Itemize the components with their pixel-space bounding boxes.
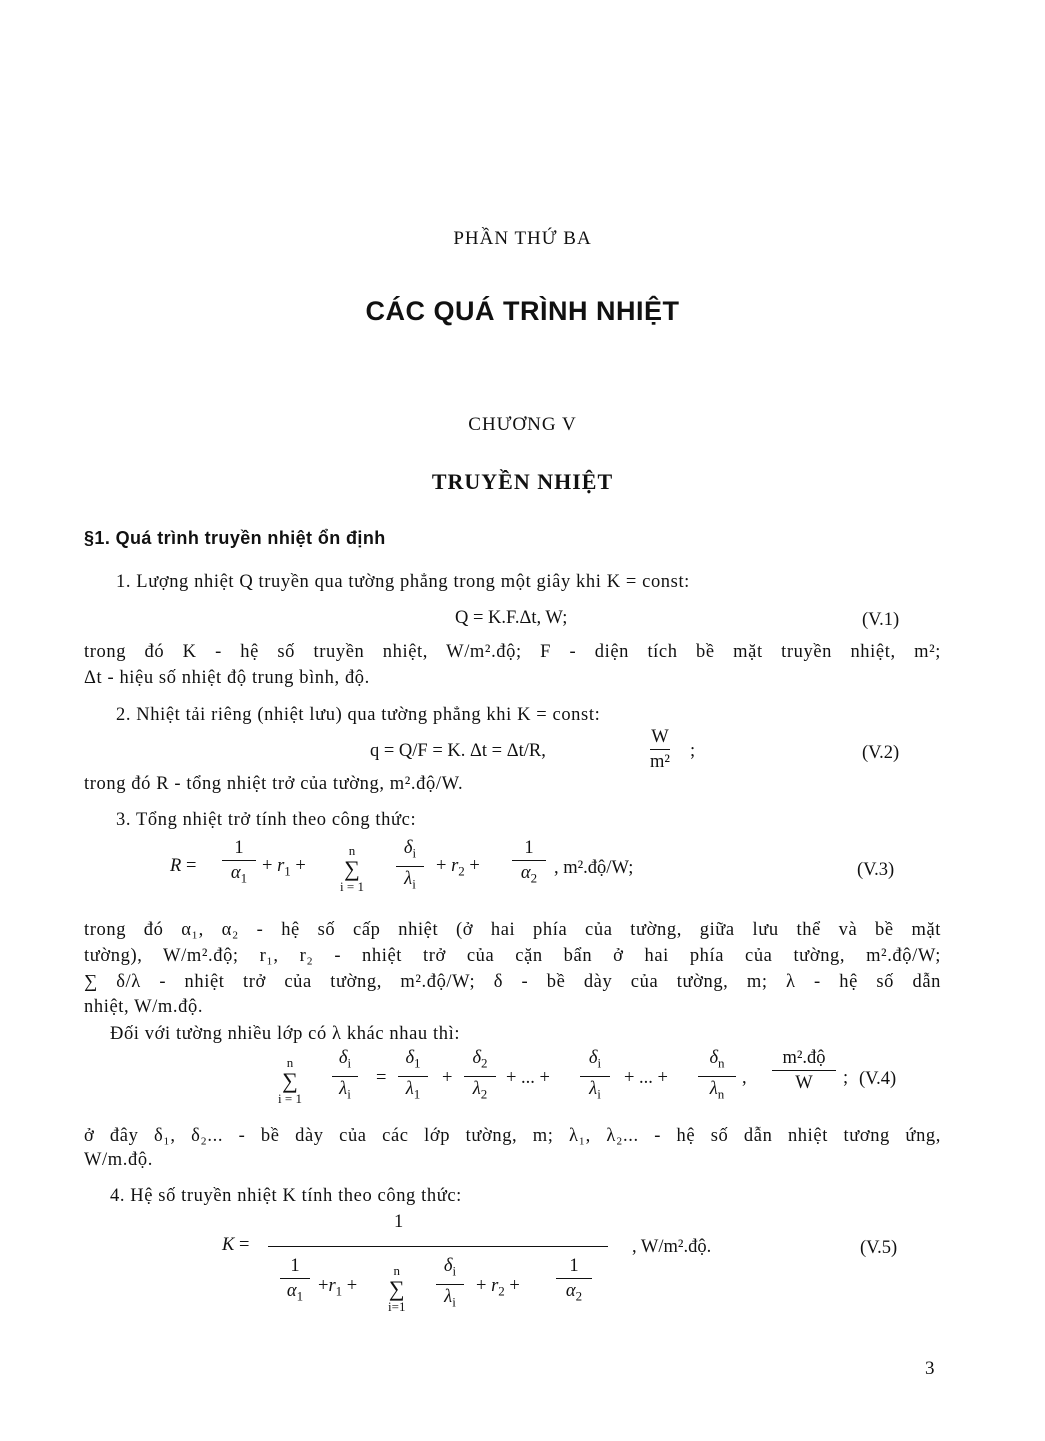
eq3-lhs: R =: [170, 856, 197, 876]
unit-denominator: W: [795, 1073, 813, 1093]
paragraph-item-4-explain-line-1: ở đây δ₁, δ₂... - bề dày của các lớp tường, m; λ₁, λ₂... - hệ số dẫn nhiệt tương ứng,: [84, 1126, 941, 1146]
eq5-r2: + $r_2$ +: [476, 1276, 520, 1299]
eq3-frac-delta-lambda: $\delta_i$ $\lambda_i$: [396, 836, 424, 896]
eq4-frac-i: $\delta_i$ $\lambda_i$: [332, 1046, 358, 1106]
eq4-frac-1: $\delta_1$ $\lambda_1$: [398, 1046, 428, 1106]
paragraph-item-3-explain-line-3: ∑ δ/λ - nhiệt trở của tường, m².độ/W; δ - bề dày của tường, m; λ - hệ số dẫn: [84, 972, 941, 992]
eq5-frac-alpha1: 1 $\alpha_1$: [280, 1254, 310, 1309]
equation-v3-unit: , m².độ/W;: [554, 858, 634, 878]
equation-v1: Q = K.F.Δt, W;: [455, 608, 568, 628]
equation-number-v1: (V.1): [862, 610, 900, 630]
page-number: 3: [925, 1358, 935, 1379]
equation-number-v3: (V.3): [857, 860, 895, 880]
equation-number-v4: (V.4): [859, 1069, 897, 1089]
paragraph-item-3-explain-line-4: nhiệt, W/m.độ.: [84, 997, 204, 1017]
equation-v2-tail: ;: [690, 741, 696, 761]
paragraph-item-4-explain-line-2: W/m.độ.: [84, 1150, 153, 1170]
eq4-frac-2: $\delta_2$ $\lambda_2$: [464, 1046, 496, 1106]
paragraph-item-3: 3. Tổng nhiệt trở tính theo công thức:: [116, 810, 417, 830]
eq3-r1: + $r_1$ +: [262, 856, 306, 879]
equation-v5-unit: , W/m².độ.: [632, 1237, 712, 1257]
paragraph-multilayer: Đối với tường nhiều lớp có λ khác nhau thì:: [110, 1024, 461, 1044]
equation-v2-unit-fraction: [650, 725, 670, 774]
paragraph-item-2-explain: trong đó R - tổng nhiệt trở của tường, m².độ/W.: [84, 774, 464, 794]
eq4-semicolon: ;: [843, 1068, 849, 1088]
eq5-r1: $+r_1$ +: [318, 1276, 358, 1299]
eq4-frac-i2: $\delta_i$ $\lambda_i$: [580, 1046, 610, 1106]
equation-number-v5: (V.5): [860, 1238, 898, 1258]
sum-symbol-icon: n ∑ i=1: [388, 1263, 406, 1314]
eq5-frac-alpha2: 1 $\alpha_2$: [556, 1254, 592, 1309]
paragraph-item-4: 4. Hệ số truyền nhiệt K tính theo công thức:: [110, 1186, 462, 1206]
section-heading: §1. Quá trình truyền nhiệt ổn định: [84, 528, 386, 548]
paragraph-item-1-explain-line-1: trong đó K - hệ số truyền nhiệt, W/m².độ; F - diện tích bề mặt truyền nhiệt, m²;: [84, 642, 941, 662]
equation-v2: q = Q/F = K. Δt = Δt/R,: [370, 741, 546, 761]
eq3-frac-alpha2: 1 $\alpha_2$: [512, 836, 546, 891]
paragraph-item-3-explain-line-1: trong đó α₁, α₂ - hệ số cấp nhiệt (ở hai phía của tường, giữa lưu thể và bề mặt: [84, 920, 941, 940]
eq4-plus-1: +: [442, 1068, 453, 1088]
eq4-frac-n: $\delta_n$ $\lambda_n$: [698, 1046, 736, 1106]
eq5-numerator: 1: [394, 1212, 404, 1232]
chapter-heading: CHƯƠNG V: [468, 414, 577, 435]
paragraph-item-3-explain-line-2: tường), W/m².độ; r₁, r₂ - nhiệt trở của cặn bẩn ở hai phía của tường, m².độ/W;: [84, 946, 941, 966]
unit-numerator: m².độ: [782, 1048, 826, 1068]
equation-number-v2: (V.2): [862, 743, 900, 763]
eq5-frac-delta-lambda: $\delta_i$ $\lambda_i$: [436, 1254, 464, 1314]
unit-denominator: m²: [650, 752, 670, 772]
unit-numerator: W: [651, 727, 669, 747]
eq5-main-fraction-bar: [268, 1246, 608, 1247]
paragraph-item-1-explain-line-2: Δt - hiệu số nhiệt độ trung bình, độ.: [84, 668, 370, 688]
eq4-plus-dots-2: + ... +: [624, 1068, 668, 1088]
paragraph-item-2: 2. Nhiệt tải riêng (nhiệt lưu) qua tường phẳng khi K = const:: [116, 705, 601, 725]
sum-symbol-icon: n ∑ i = 1: [340, 843, 364, 894]
eq4-equals: =: [376, 1068, 387, 1088]
eq3-frac-alpha1: 1 $\alpha_1$: [222, 836, 256, 891]
book-part-title: CÁC QUÁ TRÌNH NHIỆT: [365, 296, 680, 326]
sum-symbol-icon: n ∑ i = 1: [278, 1055, 302, 1106]
eq4-plus-dots-1: + ... +: [506, 1068, 550, 1088]
eq3-r2: + $r_2$ +: [436, 856, 480, 879]
equation-v4-unit-fraction: [772, 1046, 836, 1095]
paragraph-item-1: 1. Lượng nhiệt Q truyền qua tường phẳng trong một giây khi K = const:: [116, 572, 690, 592]
eq4-comma: ,: [742, 1068, 747, 1088]
part-heading: PHẦN THỨ BA: [453, 228, 592, 249]
eq5-lhs: K =: [222, 1235, 250, 1255]
chapter-title: TRUYỀN NHIỆT: [431, 469, 614, 494]
